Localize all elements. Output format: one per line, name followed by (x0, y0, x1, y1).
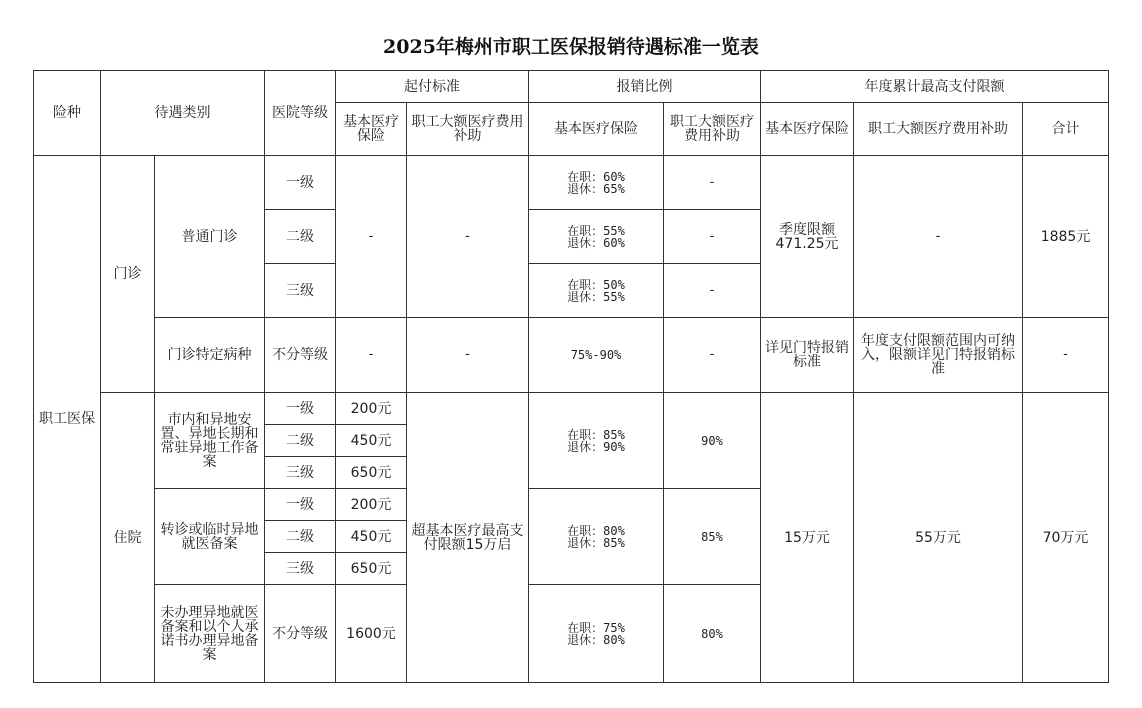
op-l2-subsidy-ratio: - (664, 210, 761, 264)
ip-basic-limit: 15万元 (761, 393, 854, 683)
op-subsidy-limit: - (854, 156, 1023, 318)
header-limit-subsidy: 职工大额医疗费用补助 (854, 103, 1023, 156)
op-l3-subsidy-ratio: - (664, 264, 761, 318)
level-cell: 不分等级 (265, 318, 336, 393)
ip-c-subsidy-ratio: 80% (664, 585, 761, 683)
special-total-limit: - (1023, 318, 1109, 393)
header-row (34, 71, 1109, 103)
op-basic-limit: 季度限额471.25元 (761, 156, 854, 318)
ip-c-deductible: 1600元 (336, 585, 407, 683)
ip-b-l3-deductible: 650元 (336, 553, 407, 585)
ip-subsidy-deductible: 超基本医疗最高支付限额15万启 (407, 393, 529, 683)
header-ratio-basic: 基本医疗保险 (529, 103, 664, 156)
page-title: 2025年梅州市职工医保报销待遇标准一览表 (383, 36, 759, 58)
op-deductible-basic: - (336, 156, 407, 318)
level-cell: 三级 (265, 264, 336, 318)
special-deductible-subsidy: - (407, 318, 529, 393)
header-limit-basic: 基本医疗保险 (761, 103, 854, 156)
op-l1-ratio: 在职：60% 退休：65% (529, 156, 664, 210)
ip-a-l3-deductible: 650元 (336, 457, 407, 489)
outpatient-cell: 门诊 (101, 156, 155, 393)
header-ratio-subsidy: 职工大额医疗费用补助 (664, 103, 761, 156)
ip-c-ratio: 在职：75% 退休：80% (529, 585, 664, 683)
ip-total-limit: 70万元 (1023, 393, 1109, 683)
level-cell: 不分等级 (265, 585, 336, 683)
header-deductible: 起付标准 (336, 71, 529, 103)
ip-a-ratio: 在职：85% 退休：90% (529, 393, 664, 489)
level-cell: 一级 (265, 489, 336, 521)
header-deductible-basic: 基本医疗保险 (336, 103, 407, 156)
level-cell: 三级 (265, 457, 336, 489)
insurance-type-cell: 职工医保 (34, 156, 101, 683)
ip-b-ratio: 在职：80% 退休：85% (529, 489, 664, 585)
header-hospital-level: 医院等级 (265, 71, 336, 156)
special-disease-cell: 门诊特定病种 (155, 318, 265, 393)
level-cell: 二级 (265, 210, 336, 264)
ip-a-l1-deductible: 200元 (336, 393, 407, 425)
ip-b-l2-deductible: 450元 (336, 521, 407, 553)
op-l2-ratio: 在职：55% 退休：60% (529, 210, 664, 264)
general-outpatient-cell: 普通门诊 (155, 156, 265, 318)
special-subsidy-ratio: - (664, 318, 761, 393)
table-row (34, 318, 1109, 393)
header-insurance-type: 险种 (34, 71, 101, 156)
level-cell: 一级 (265, 393, 336, 425)
ip-subsidy-limit: 55万元 (854, 393, 1023, 683)
special-deductible-basic: - (336, 318, 407, 393)
special-basic-limit: 详见门特报销标准 (761, 318, 854, 393)
header-benefit-category: 待遇类别 (101, 71, 265, 156)
level-cell: 二级 (265, 425, 336, 457)
ip-a-subsidy-ratio: 90% (664, 393, 761, 489)
op-l1-subsidy-ratio: - (664, 156, 761, 210)
op-l3-ratio: 在职：50% 退休：55% (529, 264, 664, 318)
ip-b-l1-deductible: 200元 (336, 489, 407, 521)
header-reimbursement-ratio: 报销比例 (529, 71, 761, 103)
table-row (34, 156, 1109, 210)
ip-b-subsidy-ratio: 85% (664, 489, 761, 585)
op-deductible-subsidy: - (407, 156, 529, 318)
level-cell: 三级 (265, 553, 336, 585)
special-ratio: 75%-90% (529, 318, 664, 393)
benefit-table (33, 70, 1109, 683)
level-cell: 二级 (265, 521, 336, 553)
special-subsidy-limit: 年度支付限额范围内可纳入，限额详见门特报销标准 (854, 318, 1023, 393)
header-limit-total: 合计 (1023, 103, 1109, 156)
local-filing-cell: 市内和异地安置、异地长期和常驻异地工作备案 (155, 393, 265, 489)
header-deductible-subsidy: 职工大额医疗费用补助 (407, 103, 529, 156)
no-filing-cell: 未办理异地就医备案和以个人承诺书办理异地备案 (155, 585, 265, 683)
referral-filing-cell: 转诊或临时异地就医备案 (155, 489, 265, 585)
inpatient-cell: 住院 (101, 393, 155, 683)
level-cell: 一级 (265, 156, 336, 210)
header-annual-max: 年度累计最高支付限额 (761, 71, 1109, 103)
table-row (34, 393, 1109, 425)
ip-a-l2-deductible: 450元 (336, 425, 407, 457)
op-total-limit: 1885元 (1023, 156, 1109, 318)
